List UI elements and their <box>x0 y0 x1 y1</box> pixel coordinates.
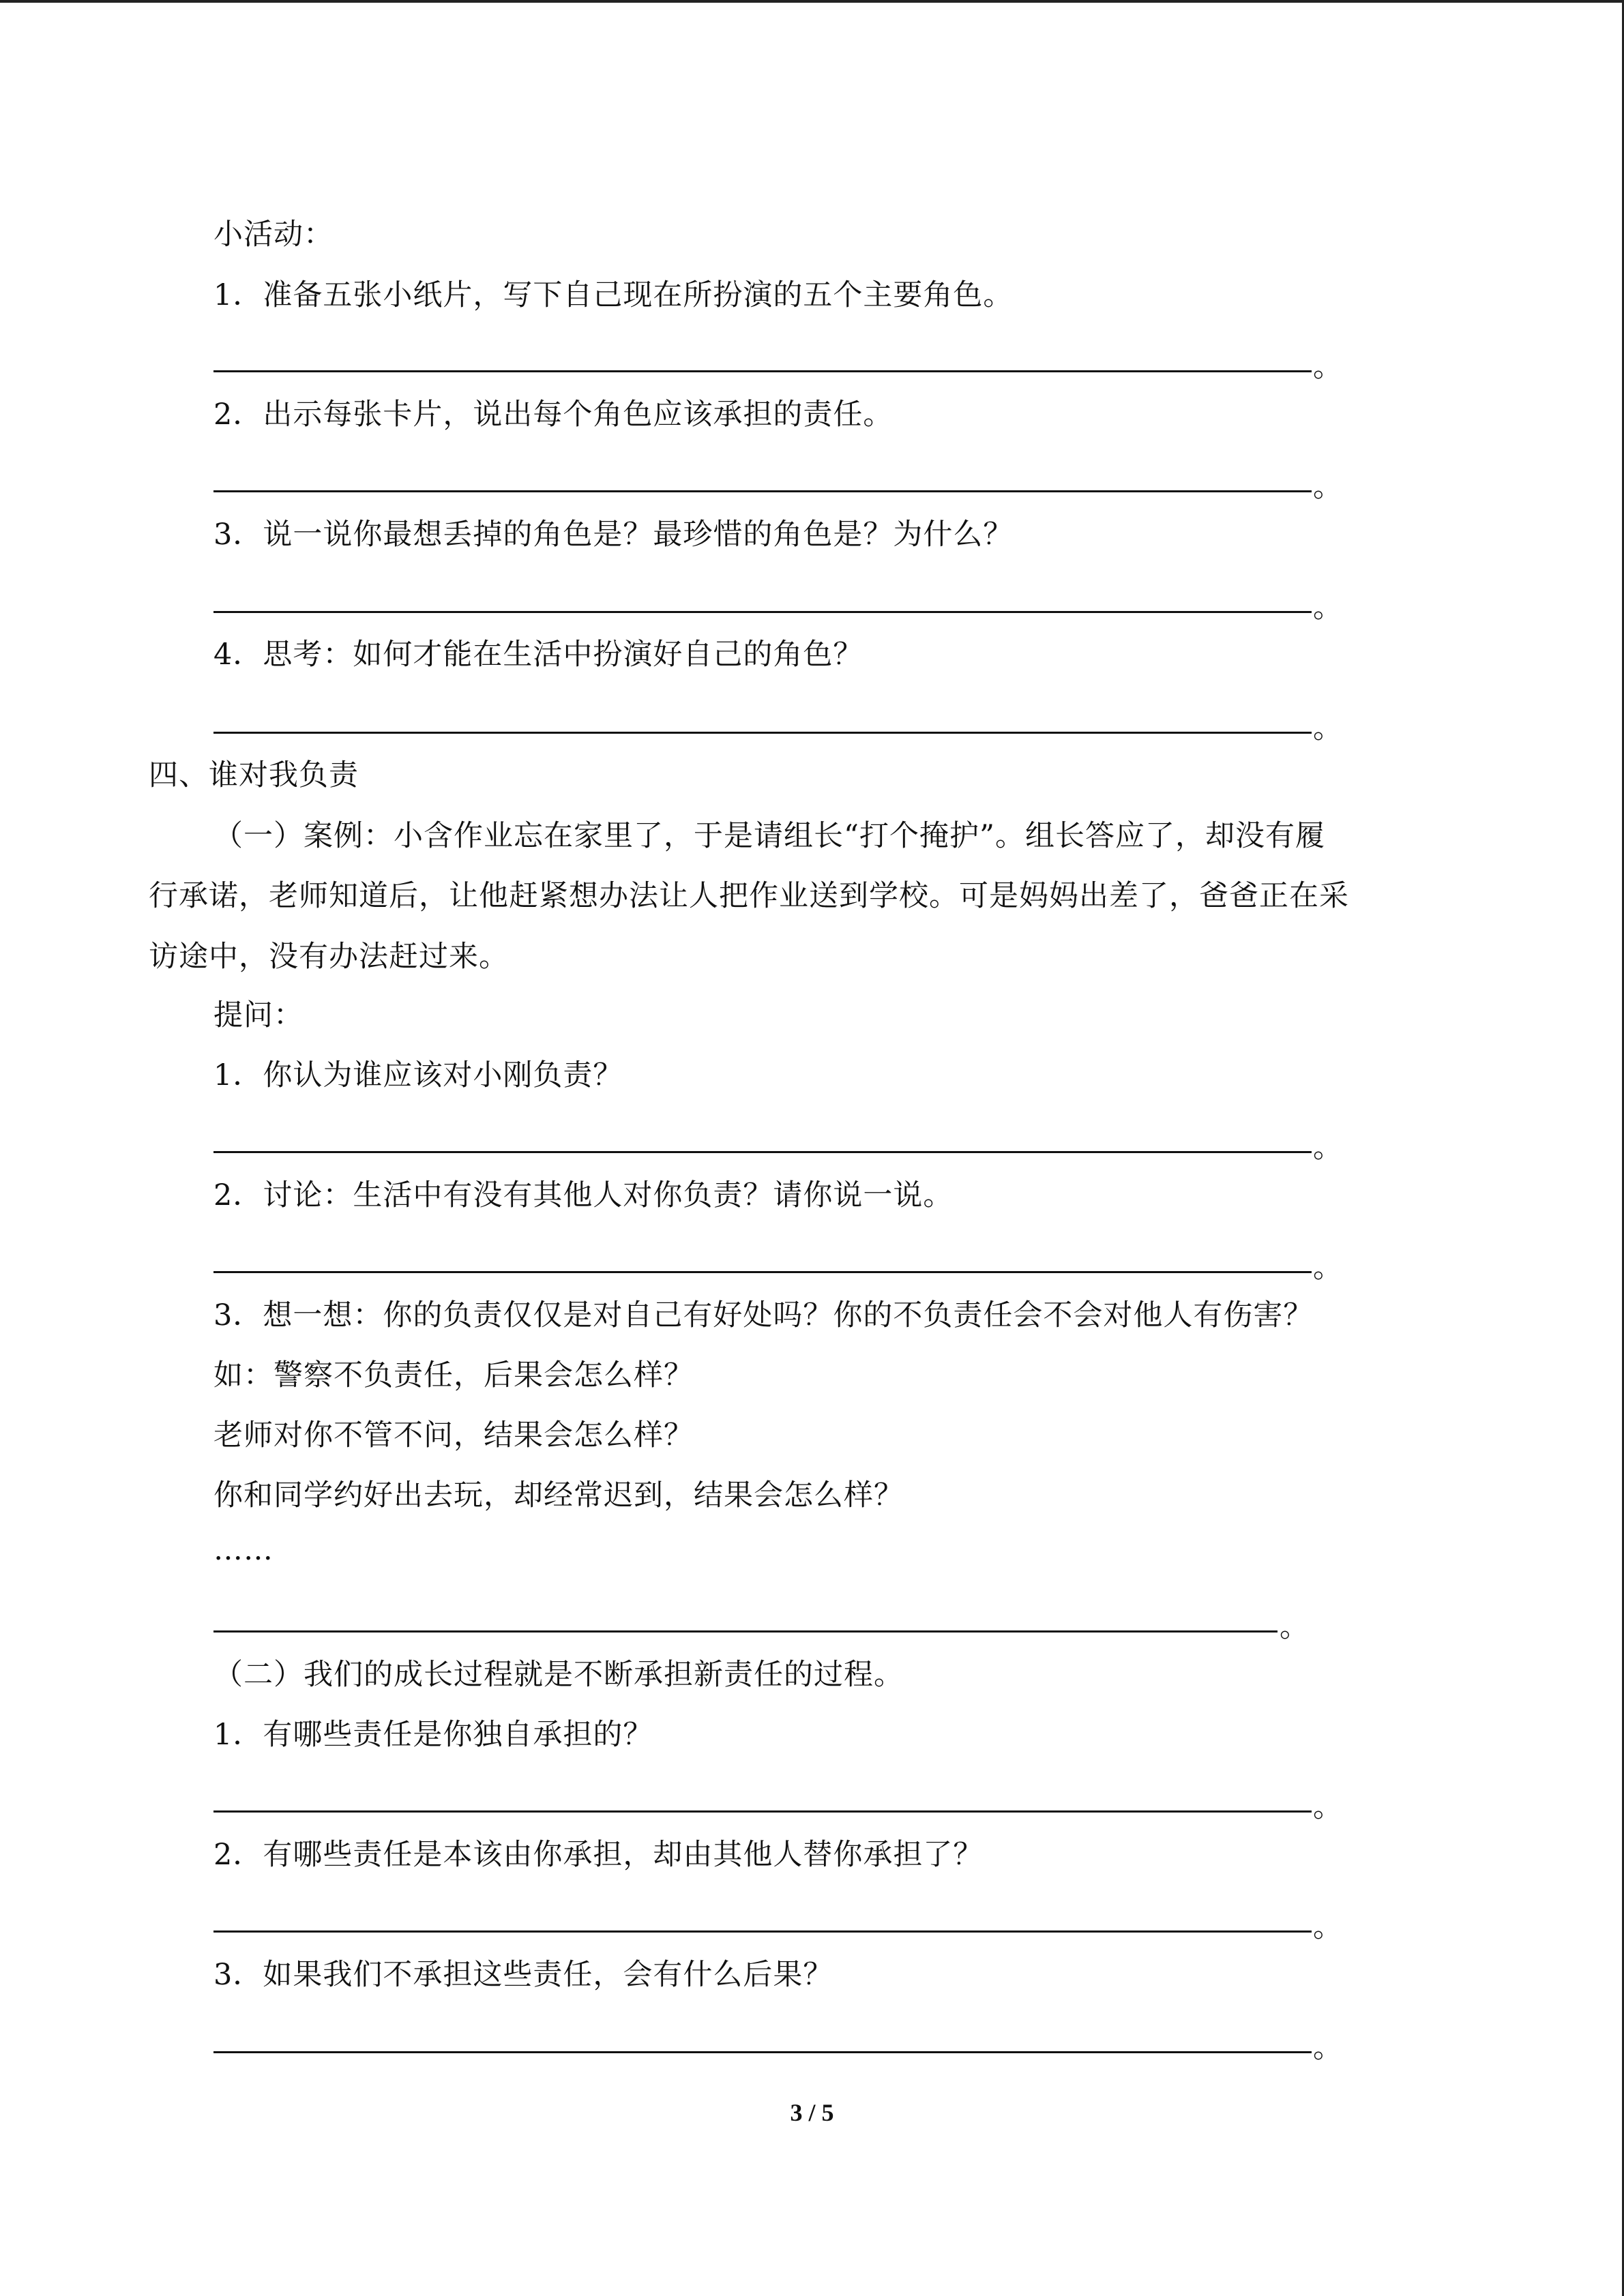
activity-question-4: 4．思考：如何才能在生活中扮演好自己的角色？ <box>213 638 863 672</box>
answer-line-question-1[interactable] <box>213 1151 1312 1153</box>
activity-label: 小活动： <box>213 218 334 252</box>
answer-line-part-two-1[interactable] <box>213 1810 1312 1813</box>
example-2: 老师对你不管不问，结果会怎么样？ <box>213 1418 694 1452</box>
answer-line-question-2[interactable] <box>213 1271 1312 1273</box>
answer-line-activity-1[interactable] <box>213 370 1312 372</box>
question-3: 3．想一想：你的负责仅仅是对自己有好处吗？你的不负责任会不会对他人有伤害？ <box>213 1298 1314 1332</box>
activity-question-1: 1．准备五张小纸片，写下自己现在所扮演的五个主要角色。 <box>213 278 1014 312</box>
answer-end-mark: 。 <box>1313 1251 1342 1285</box>
answer-line-part-two-3[interactable] <box>213 2051 1312 2053</box>
activity-question-3: 3．说一说你最想丢掉的角色是？最珍惜的角色是？为什么？ <box>213 518 1014 552</box>
answer-end-mark: 。 <box>1280 1610 1309 1644</box>
answer-end-mark: 。 <box>1313 470 1342 504</box>
answer-end-mark: 。 <box>1313 350 1342 384</box>
answer-end-mark: 。 <box>1313 2031 1342 2065</box>
question-1: 1．你认为谁应该对小刚负责？ <box>213 1058 623 1092</box>
answer-end-mark: 。 <box>1313 711 1342 745</box>
part-two-question-1: 1．有哪些责任是你独自承担的？ <box>213 1718 653 1752</box>
answer-end-mark: 。 <box>1313 1131 1342 1165</box>
ellipsis: …… <box>213 1533 274 1567</box>
part-two-intro: （二）我们的成长过程就是不断承担新责任的过程。 <box>213 1658 904 1692</box>
case-paragraph-line-3: 访途中，没有办法赶过来。 <box>149 940 509 974</box>
page-number: 3 / 5 <box>790 2099 834 2126</box>
answer-line-part-two-2[interactable] <box>213 1930 1312 1933</box>
answer-end-mark: 。 <box>1313 1910 1342 1944</box>
case-paragraph-line-2: 行承诺，老师知道后，让他赶紧想办法让人把作业送到学校。可是妈妈出差了，爸爸正在采 <box>149 879 1349 913</box>
part-two-question-3: 3．如果我们不承担这些责任，会有什么后果？ <box>213 1958 833 1992</box>
part-two-question-2: 2．有哪些责任是本该由你承担，却由其他人替你承担了？ <box>213 1838 984 1872</box>
answer-line-activity-4[interactable] <box>213 732 1312 734</box>
section-heading: 四、谁对我负责 <box>149 758 359 792</box>
answer-line-activity-2[interactable] <box>213 490 1312 492</box>
answer-line-activity-3[interactable] <box>213 611 1312 613</box>
ask-label: 提问： <box>213 998 304 1032</box>
answer-end-mark: 。 <box>1313 591 1342 625</box>
answer-line-question-3[interactable] <box>213 1630 1278 1632</box>
activity-question-2: 2．出示每张卡片，说出每个角色应该承担的责任。 <box>213 398 894 432</box>
example-3: 你和同学约好出去玩，却经常迟到，结果会怎么样？ <box>213 1478 904 1512</box>
question-2: 2．讨论：生活中有没有其他人对你负责？请你说一说。 <box>213 1178 954 1212</box>
example-1: 如：警察不负责任，后果会怎么样？ <box>213 1358 694 1392</box>
case-paragraph-line-1: （一）案例：小含作业忘在家里了，于是请组长“打个掩护”。组长答应了，却没有履 <box>213 819 1325 853</box>
answer-end-mark: 。 <box>1313 1790 1342 1824</box>
